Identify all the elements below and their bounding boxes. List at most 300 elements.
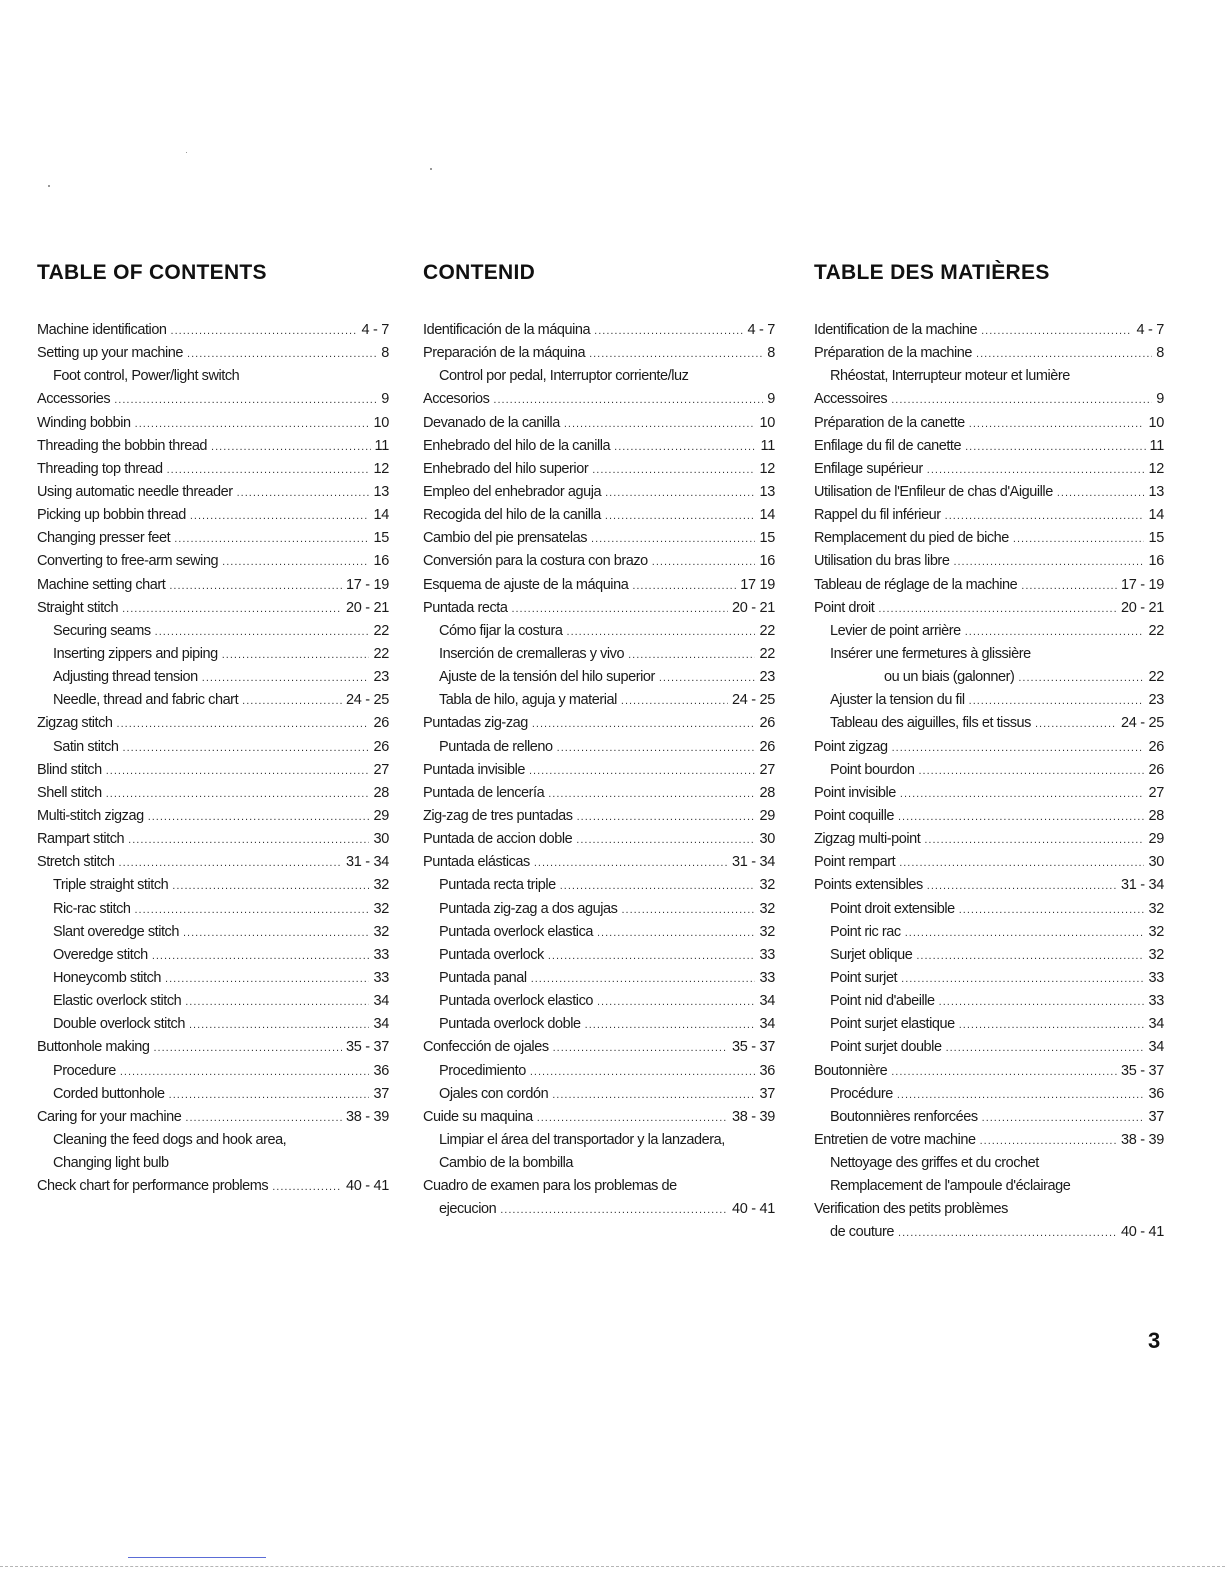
toc-entry [37, 504, 389, 527]
toc-entry-page: 32 [759, 900, 775, 917]
dot-leader [135, 899, 370, 922]
toc-entry-title: Préparation de la machine [814, 345, 973, 362]
toc-entry-page: 22 [759, 645, 775, 662]
toc-entry-page: 23 [759, 669, 775, 686]
dot-leader [628, 644, 755, 667]
toc-entry-page: 12 [759, 460, 775, 477]
toc-entry-page: 26 [759, 738, 775, 755]
dot-leader [659, 667, 756, 690]
toc-entry-title: Nettoyage des griffes et du crochet [830, 1155, 1039, 1172]
dot-leader [969, 690, 1145, 713]
dot-leader [185, 991, 369, 1014]
toc-entry-page: 32 [373, 877, 389, 894]
dot-leader [148, 806, 370, 829]
toc-entry [37, 666, 389, 689]
toc-entry-page: 13 [373, 483, 389, 500]
dot-leader [946, 1037, 1145, 1060]
toc-entry-page: 28 [1148, 807, 1164, 824]
toc-entry [37, 967, 389, 990]
toc-entry-page: 13 [759, 483, 775, 500]
toc-entry-page: 12 [1148, 460, 1164, 477]
toc-entry-title: Point ric rac [830, 923, 901, 940]
toc-heading-spanish: CONTENID [423, 261, 536, 284]
toc-entry [37, 1060, 389, 1083]
dot-leader [898, 806, 1145, 829]
toc-entry-page: 8 [1156, 345, 1164, 362]
dot-leader [959, 1014, 1145, 1037]
toc-entry [423, 1175, 775, 1198]
toc-list [37, 319, 389, 1198]
dot-leader [222, 551, 369, 574]
toc-entry-page: 27 [373, 761, 389, 778]
dot-leader [892, 737, 1145, 760]
dot-leader [878, 598, 1117, 621]
toc-entry-page: 29 [373, 807, 389, 824]
toc-entry-title: Point bourdon [830, 761, 915, 778]
toc-entry-title: Tableau des aiguilles, fils et tissus [830, 715, 1031, 732]
toc-entry [423, 481, 775, 504]
toc-entry-page: 26 [1148, 761, 1164, 778]
toc-entry-title: Using automatic needle threader [37, 483, 233, 500]
toc-entry-page: 33 [1148, 993, 1164, 1010]
toc-entry-title: Procédure [830, 1085, 893, 1102]
toc-entry-title: Honeycomb stitch [53, 969, 162, 986]
toc-entry-title: Cuadro de examen para los problemas de [423, 1178, 677, 1195]
toc-entry-title: ou un biais (galonner) [884, 669, 1015, 686]
toc-entry-title: Machine identification [37, 322, 167, 338]
dot-leader [982, 1107, 1145, 1130]
toc-entry-title: Boutonnière [814, 1062, 888, 1079]
toc-entry-title: Winding bobbin [37, 414, 131, 431]
dot-leader [567, 621, 756, 644]
dot-leader [614, 436, 756, 459]
dot-leader [621, 899, 755, 922]
toc-entry [423, 921, 775, 944]
scan-speck [48, 185, 50, 187]
toc-entry-page: 8 [767, 345, 775, 362]
toc-entry [423, 666, 775, 689]
toc-entry [814, 736, 1164, 759]
toc-entry [814, 782, 1164, 805]
toc-entry-title: Slant overedge stitch [53, 923, 179, 940]
toc-entry [814, 1175, 1164, 1198]
toc-entry-page: 17 19 [740, 576, 775, 593]
toc-entry [423, 851, 775, 874]
dot-leader [174, 528, 369, 551]
toc-entry-page: 8 [381, 345, 389, 362]
toc-entry [814, 828, 1164, 851]
dot-leader [585, 1014, 756, 1037]
toc-entry [814, 689, 1164, 712]
toc-entry-title: Cleaning the feed dogs and hook area, [53, 1131, 287, 1148]
toc-entry [37, 1013, 389, 1036]
toc-entry-title: Blind stitch [37, 761, 102, 778]
toc-entry-title: Surjet oblique [830, 946, 913, 963]
dot-leader [901, 968, 1144, 991]
toc-entry-page: 22 [373, 645, 389, 662]
toc-entry-title: Puntada de accion doble [423, 831, 573, 848]
toc-entry [423, 805, 775, 828]
toc-entry-page: 11 [1149, 437, 1164, 454]
dot-leader [211, 436, 371, 459]
toc-entry-title: Point coquille [814, 807, 894, 824]
toc-entry-page: 9 [1156, 391, 1164, 408]
dot-leader [120, 1061, 370, 1084]
toc-entry-title: Puntada overlock [439, 946, 544, 963]
toc-entry-title: Préparation de la canette [814, 414, 965, 431]
toc-entry [423, 1152, 775, 1175]
toc-entry-page: 34 [759, 1016, 775, 1033]
dot-leader [237, 482, 370, 505]
toc-entry-page: 10 [373, 414, 389, 431]
toc-entry [814, 504, 1164, 527]
toc-entry-page: 20 - 21 [1120, 599, 1164, 616]
toc-heading-french: TABLE DES MATIÈRES [814, 261, 1050, 284]
toc-entry [37, 874, 389, 897]
toc-entry [423, 759, 775, 782]
toc-entry [423, 574, 775, 597]
toc-entry-title: Puntada overlock doble [439, 1016, 581, 1033]
toc-entry-title: Puntada de lencería [423, 784, 545, 801]
toc-entry [814, 666, 1164, 689]
toc-entry-page: 35 - 37 [731, 1039, 775, 1056]
toc-entry-page: 16 [759, 553, 775, 570]
dot-leader [897, 1084, 1145, 1107]
toc-list [814, 319, 1164, 1245]
toc-entry-title: Rhéostat, Interrupteur moteur et lumière [830, 368, 1070, 385]
toc-entry-page: 14 [759, 507, 775, 524]
toc-entry-page: 26 [373, 738, 389, 755]
toc-entry-page: 32 [1148, 900, 1164, 917]
toc-entry-page: 31 - 34 [345, 854, 389, 871]
toc-entry [814, 1152, 1164, 1175]
toc-entry [37, 319, 389, 342]
toc-entry-title: Puntada elásticas [423, 854, 530, 871]
toc-entry-title: Multi-stitch zigzag [37, 807, 144, 824]
toc-entry [814, 921, 1164, 944]
toc-entry-page: 38 - 39 [345, 1108, 389, 1125]
toc-entry [814, 550, 1164, 573]
dot-leader [900, 783, 1145, 806]
toc-entry-page: 22 [759, 622, 775, 639]
toc-entry [814, 319, 1164, 342]
toc-entry-title: Inserting zippers and piping [53, 645, 218, 662]
toc-entry [423, 944, 775, 967]
dot-leader [190, 505, 370, 528]
toc-entry-page: 9 [767, 391, 775, 408]
toc-entry [814, 1106, 1164, 1129]
toc-entry-title: Shell stitch [37, 784, 102, 801]
toc-entry [37, 921, 389, 944]
toc-entry-page: 4 - 7 [361, 322, 389, 338]
toc-entry [814, 412, 1164, 435]
toc-entry [37, 342, 389, 365]
toc-entry [37, 365, 389, 388]
toc-entry [423, 1060, 775, 1083]
toc-entry-title: Utilisation du bras libre [814, 553, 950, 570]
dot-leader [905, 922, 1145, 945]
dot-leader [959, 899, 1145, 922]
dot-leader [548, 783, 755, 806]
toc-entry-page: 34 [759, 993, 775, 1010]
dot-leader [1035, 713, 1117, 736]
toc-entry [37, 435, 389, 458]
toc-entry [37, 388, 389, 411]
toc-entry-page: 33 [759, 946, 775, 963]
dot-leader [605, 505, 756, 528]
toc-entry [814, 1083, 1164, 1106]
toc-entry-title: Puntada recta triple [439, 877, 556, 894]
dot-leader [500, 1199, 728, 1222]
dot-leader [969, 413, 1145, 436]
dot-leader [135, 413, 370, 436]
dot-leader [589, 343, 763, 366]
toc-entry-title: Identification de la machine [814, 322, 978, 338]
toc-entry-title: Point zigzag [814, 738, 888, 755]
toc-entry-title: Empleo del enhebrador aguja [423, 483, 602, 500]
toc-entry-title: Limpiar el área del transportador y la lanzadera, [439, 1131, 725, 1148]
dot-leader [924, 829, 1144, 852]
dot-leader [493, 389, 763, 412]
toc-entry [423, 898, 775, 921]
toc-entry-title: Utilisation de l'Enfileur de chas d'Aiguille [814, 483, 1053, 500]
toc-entry [423, 597, 775, 620]
toc-entry [423, 365, 775, 388]
dot-leader [242, 690, 342, 713]
toc-entry [814, 1129, 1164, 1152]
dot-leader [898, 1222, 1117, 1245]
toc-entry-page: 32 [373, 923, 389, 940]
toc-entry-page: 35 - 37 [345, 1039, 389, 1056]
scan-speck [430, 168, 432, 170]
toc-entry-title: Rappel du fil inférieur [814, 507, 941, 524]
dot-leader [953, 551, 1144, 574]
toc-entry-title: Puntada de relleno [439, 738, 553, 755]
dot-leader [939, 991, 1145, 1014]
toc-entry-page: 34 [1148, 1039, 1164, 1056]
toc-entry [37, 412, 389, 435]
toc-entry [423, 1083, 775, 1106]
toc-entry-title: Confección de ojales [423, 1039, 549, 1056]
toc-entry-title: Procedure [53, 1062, 116, 1079]
toc-entry [37, 990, 389, 1013]
dot-leader [172, 875, 369, 898]
toc-entry [423, 736, 775, 759]
toc-entry-title: Insérer une fermetures à glissière [830, 645, 1031, 662]
toc-entry [37, 851, 389, 874]
toc-entry-title: Threading the bobbin thread [37, 437, 208, 454]
toc-entry-page: 37 [759, 1085, 775, 1102]
toc-entry [423, 1198, 775, 1221]
toc-entry [814, 851, 1164, 874]
toc-entry-title: Stretch stitch [37, 854, 115, 871]
toc-entry-page: 29 [1148, 831, 1164, 848]
toc-entry [423, 388, 775, 411]
toc-entry-page: 11 [760, 437, 775, 454]
toc-entry-page: 32 [373, 900, 389, 917]
toc-entry [37, 782, 389, 805]
toc-entry [37, 1129, 389, 1152]
toc-entry-page: 23 [1148, 692, 1164, 709]
dot-leader [106, 783, 370, 806]
toc-entry-title: Overedge stitch [53, 946, 148, 963]
toc-entry-title: Enhebrado del hilo superior [423, 460, 589, 477]
toc-entry-title: Point nid d'abeille [830, 993, 935, 1010]
toc-entry-page: 36 [759, 1062, 775, 1079]
dot-leader [605, 482, 755, 505]
toc-entry-title: Points extensibles [814, 877, 923, 894]
toc-entry [423, 435, 775, 458]
toc-entry [423, 342, 775, 365]
dot-leader [557, 737, 756, 760]
toc-entry-title: Cambio del pie prensatelas [423, 530, 588, 547]
dot-leader [965, 621, 1145, 644]
toc-entry [423, 527, 775, 550]
dot-leader [945, 505, 1145, 528]
dot-leader [976, 343, 1152, 366]
toc-entry-title: Converting to free-arm sewing [37, 553, 219, 570]
toc-entry-title: Caring for your machine [37, 1108, 182, 1125]
toc-entry-page: 15 [759, 530, 775, 547]
toc-entry-page: 34 [1148, 1016, 1164, 1033]
dot-leader [560, 875, 756, 898]
dot-leader [632, 575, 736, 598]
toc-entry-page: 15 [1148, 530, 1164, 547]
dot-leader [652, 551, 756, 574]
toc-entry-title: Puntadas zig-zag [423, 715, 528, 732]
toc-entry-title: Corded buttonhole [53, 1085, 165, 1102]
toc-entry-page: 36 [1148, 1085, 1164, 1102]
toc-entry-title: Picking up bobbin thread [37, 507, 186, 524]
toc-entry-page: 24 - 25 [731, 692, 775, 709]
toc-entry-title: Accesorios [423, 391, 490, 408]
dot-leader [564, 413, 756, 436]
toc-entry [37, 574, 389, 597]
toc-entry [814, 458, 1164, 481]
dot-leader [553, 1037, 728, 1060]
dot-leader [1021, 575, 1117, 598]
toc-entry-page: 37 [1148, 1108, 1164, 1125]
toc-entry-page: 28 [373, 784, 389, 801]
toc-entry [814, 967, 1164, 990]
dot-leader [187, 343, 377, 366]
dot-leader [117, 713, 370, 736]
toc-entry-page: 26 [1148, 738, 1164, 755]
toc-entry [423, 1013, 775, 1036]
dot-leader [592, 459, 755, 482]
toc-entry-title: Tabla de hilo, aguja y material [439, 692, 617, 709]
toc-entry [423, 712, 775, 735]
toc-entry-title: Straight stitch [37, 599, 119, 616]
toc-entry [814, 1060, 1164, 1083]
toc-entry-page: 22 [1148, 622, 1164, 639]
dot-leader [591, 528, 755, 551]
toc-entry-title: Inserción de cremalleras y vivo [439, 645, 625, 662]
toc-entry-title: Enfilage du fil de canette [814, 437, 962, 454]
toc-entry-page: 20 - 21 [731, 599, 775, 616]
dot-leader [531, 968, 756, 991]
toc-entry-title: Conversión para la costura con brazo [423, 553, 648, 570]
toc-entry [37, 712, 389, 735]
toc-entry-title: Procedimiento [439, 1062, 526, 1079]
toc-entry-title: Rampart stitch [37, 831, 125, 848]
toc-entry [423, 1129, 775, 1152]
toc-entry [814, 1198, 1164, 1221]
dot-leader [272, 1176, 342, 1199]
toc-entry-page: 22 [1148, 669, 1164, 686]
toc-entry-page: 40 - 41 [731, 1201, 775, 1218]
toc-entry-page: 36 [373, 1062, 389, 1079]
toc-entry-page: 31 - 34 [1120, 877, 1164, 894]
toc-entry [423, 990, 775, 1013]
toc-entry-title: Puntada overlock elastica [439, 923, 593, 940]
toc-entry-page: 31 - 34 [731, 854, 775, 871]
toc-entry-title: Cuide su maquina [423, 1108, 533, 1125]
dot-leader [537, 1107, 728, 1130]
dot-leader [128, 829, 369, 852]
toc-entry [814, 898, 1164, 921]
dot-leader [597, 922, 755, 945]
toc-entry [814, 481, 1164, 504]
toc-entry-page: 33 [373, 969, 389, 986]
toc-entry-page: 12 [373, 460, 389, 477]
toc-entry [814, 643, 1164, 666]
toc-entry [37, 527, 389, 550]
toc-entry [814, 388, 1164, 411]
toc-entry-title: Puntada overlock elastico [439, 993, 593, 1010]
dot-leader [918, 760, 1144, 783]
page-bottom-rule [0, 1566, 1225, 1567]
toc-entry-title: Boutonnières renforcées [830, 1108, 978, 1125]
toc-entry-page: 13 [1148, 483, 1164, 500]
dot-leader [981, 320, 1132, 343]
scan-speck [186, 152, 187, 153]
dot-leader [119, 852, 342, 875]
dot-leader [594, 320, 743, 343]
toc-entry-page: 15 [373, 530, 389, 547]
toc-entry-title: Enfilage supérieur [814, 460, 923, 477]
toc-entry [423, 643, 775, 666]
toc-entry-title: Zigzag multi-point [814, 831, 921, 848]
toc-entry-page: 27 [1148, 784, 1164, 801]
toc-entry-title: Cómo fijar la costura [439, 622, 563, 639]
dot-leader [927, 875, 1117, 898]
toc-entry-title: Puntada zig-zag a dos agujas [439, 900, 618, 917]
toc-entry [814, 365, 1164, 388]
dot-leader [965, 436, 1145, 459]
dot-leader [1057, 482, 1145, 505]
toc-column-english [37, 260, 389, 1198]
dot-leader [222, 644, 370, 667]
toc-entry-title: Changing presser feet [37, 530, 171, 547]
toc-entry [37, 481, 389, 504]
toc-entry-page: 20 - 21 [345, 599, 389, 616]
toc-entry [37, 1152, 389, 1175]
scan-link-underline [128, 1557, 266, 1558]
toc-entry [37, 1036, 389, 1059]
toc-entry [37, 643, 389, 666]
dot-leader [106, 760, 370, 783]
toc-entry [814, 527, 1164, 550]
dot-leader [189, 1014, 370, 1037]
toc-entry [37, 898, 389, 921]
dot-leader [899, 852, 1144, 875]
toc-entry-title: Point surjet [830, 969, 898, 986]
toc-entry [814, 1221, 1164, 1244]
toc-entry-title: Levier de point arrière [830, 622, 961, 639]
toc-entry-page: 4 - 7 [747, 322, 775, 338]
dot-leader [534, 852, 728, 875]
